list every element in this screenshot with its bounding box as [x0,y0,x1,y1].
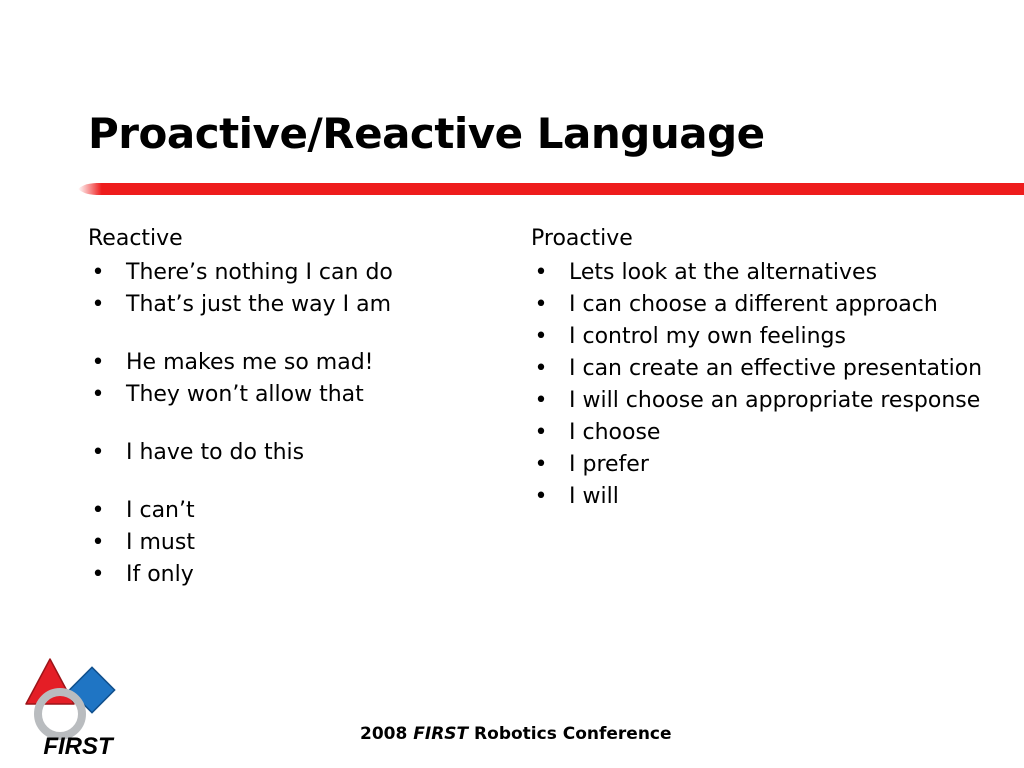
proactive-list [531,260,1001,510]
list-item-text: Lets look at the alternatives [569,260,878,285]
proactive-heading: Proactive [531,226,633,251]
bullet-icon: • [91,350,105,375]
bullet-icon: • [534,388,548,413]
list-item-text: I prefer [569,452,649,477]
list-item [88,292,508,318]
bullet-icon: • [91,498,105,523]
list-item [88,498,508,524]
list-item-text: If only [126,562,194,587]
list-item-text: I can’t [126,498,195,523]
list-item-text: I must [126,530,195,555]
footer-suffix: Robotics Conference [474,724,672,744]
footer-text [360,722,670,746]
bullet-icon: • [91,382,105,407]
list-item-text: I can create an effective presentation [569,356,983,381]
first-logo [16,656,138,762]
list-item [88,562,508,588]
footer-year: 2008 [360,724,408,744]
list-item [88,440,508,466]
list-item [531,484,1001,510]
bullet-icon: • [534,260,548,285]
list-item-text: I will [569,484,619,509]
list-item [88,530,508,556]
list-item [88,382,508,408]
reactive-heading: Reactive [88,226,183,251]
bullet-icon: • [534,292,548,317]
bullet-icon: • [534,356,548,381]
list-item [531,292,1001,318]
list-item-text: That’s just the way I am [126,292,392,317]
reactive-column [88,224,508,588]
list-item-text: I choose [569,420,661,445]
reactive-list [88,260,508,588]
title-divider [78,180,1024,198]
list-item [88,350,508,376]
list-item-text: I will choose an appropriate response [569,388,981,413]
bullet-icon: • [91,292,105,317]
list-item [531,388,1001,414]
list-item-text: I control my own feelings [569,324,846,349]
list-item [531,452,1001,478]
bullet-icon: • [91,562,105,587]
list-item-text: He makes me so mad! [126,350,374,375]
bullet-icon: • [534,484,548,509]
list-item-text: They won’t allow that [126,382,364,407]
slide-title: Proactive/Reactive Language [88,109,765,158]
list-item-text: I have to do this [126,440,305,465]
bullet-icon: • [534,420,548,445]
footer-brand: FIRST [413,724,469,744]
list-item [531,324,1001,350]
list-item [531,420,1001,446]
svg-text:FIRST: FIRST [43,733,113,760]
bullet-icon: • [91,440,105,465]
bullet-icon: • [91,260,105,285]
bullet-icon: • [534,452,548,477]
list-item [531,356,1001,382]
list-item [88,260,508,286]
list-item [531,260,1001,286]
bullet-icon: • [534,324,548,349]
bullet-icon: • [91,530,105,555]
list-item-text: There’s nothing I can do [126,260,393,285]
proactive-column [531,224,1001,510]
list-item-text: I can choose a different approach [569,292,938,317]
